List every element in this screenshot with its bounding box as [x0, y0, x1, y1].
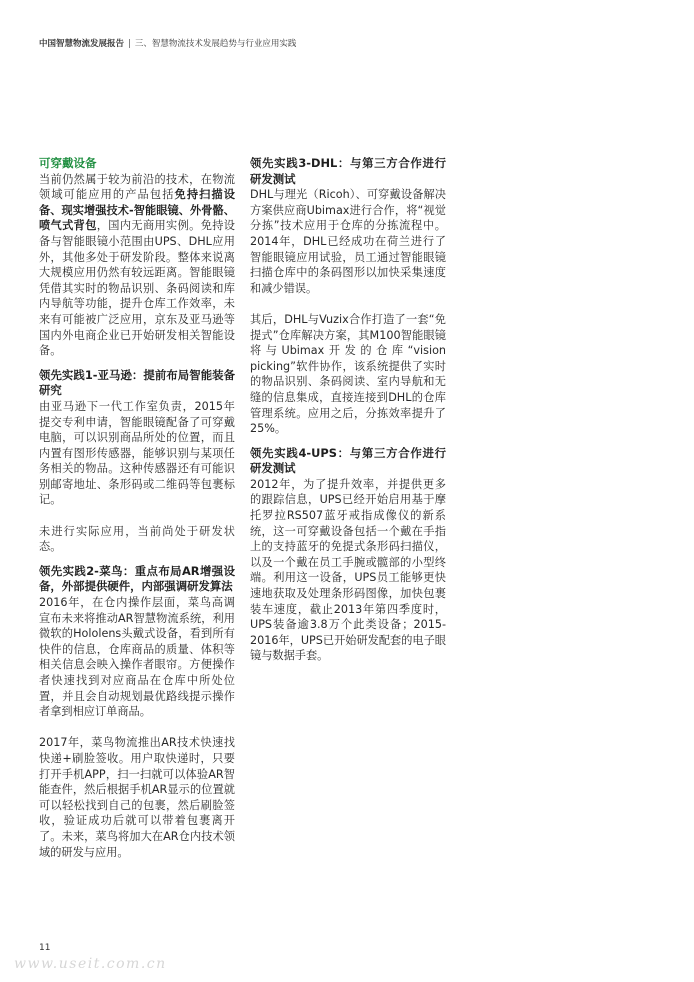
case1-title: 领先实践1-亚马逊：提前布局智能装备研究 — [39, 367, 235, 398]
case2-paragraph-1: 2016年，在仓内操作层面，菜鸟高调宣布未来将推动AR智慧物流系统，利用微软的Hololens头戴式设备，看到所有快件的信息，仓库商品的质量、体积等相关信息会映入操作者眼帘。方便操作者快速找到对应商品在仓库中所处位置，并且会自动规划最优路线提示操作者拿到相应订单商品。 — [39, 596, 235, 719]
right-column — [250, 156, 446, 664]
case2-title: 领先实践2-菜鸟：重点布局AR增强设备，外部提供硬件，内部强调研发算法 — [39, 563, 235, 594]
intro-bold-products: 免持扫描设备、现实增强技术-智能眼镜、外骨骼、喷气式背包 — [39, 188, 235, 233]
running-header — [39, 37, 296, 49]
intro-text-2: ，国内无商用实例。免持设备与智能眼镜小范围由UPS、DHL应用外，其他多处于研发阶段。整体来说离大规模应用仍然有较远距离。智能眼镜凭借其实时的物品识别、条码阅读和库内导航等功能，提升仓库工作效率，未来有可能被广泛应用，京东及亚马逊等国内外电商企业已开始研发相关智能设备。 — [39, 219, 235, 358]
case1-paragraph-1: 由亚马逊下一代工作室负责，2015年提交专利申请，智能眼镜配备了可穿戴电脑，可以识别商品所处的位置，而且内置有图形传感器，能够识别与某项任务相关的物品。这种传感器还有可能识别邮寄地址、条形码或二维码等包裹标记。 — [39, 399, 235, 507]
case4-title: 领先实践4-UPS：与第三方合作进行研发测试 — [250, 445, 446, 476]
case3-paragraph-2: 其后，DHL与Vuzix合作打造了一套“免提式”仓库解决方案，其M100智能眼镜将与Ubimax开发的仓库“vision picking”软件协作，该系统提供了实时的物品识别、条码阅读、室内导航和无缝的信息集成，直接连接到DHL的仓库管理系统。应用之后，分拣效率提升了25%。 — [250, 312, 446, 436]
section-title: 三、智慧物流技术发展趋势与行业应用实践 — [134, 39, 297, 49]
intro-text-1: 当前仍然属于较为前沿的技术，在物流领域可能应用的产品包括 — [39, 172, 235, 202]
header-separator: | — [128, 39, 131, 49]
case3-paragraph-1: DHL与理光（Ricoh）、可穿戴设备解决方案供应商Ubimax进行合作，将“视觉分拣”技术应用于仓库的分拣流程中。2014年，DHL已经成功在荷兰进行了智能眼镜应用试验，员工通过智能眼镜扫描仓库中的条码图形以加快采集速度和减少错误。 — [250, 188, 446, 295]
case3-title: 领先实践3-DHL：与第三方合作进行研发测试 — [250, 156, 446, 186]
case4-paragraph-1: 2012年，为了提升效率，并提供更多的跟踪信息，UPS已经开始启用基于摩托罗拉RS507蓝牙戒指成像仪的新系统，这一可穿戴设备包括一个戴在手指上的支持蓝牙的免提式条形码扫描仪，以及一个戴在员工手腕或髋部的小型终端。利用这一设备，UPS员工能够更快速地获取及处理条形码图像，加快包裹装车速度，截止2013年第四季度时，UPS装备逾3.8万个此类设备；2015-2016年，UPS已开始研发配套的电子眼镜与数据手套。 — [250, 477, 446, 663]
case2-paragraph-2: 2017年，菜鸟物流推出AR技术快速找快递+刷脸签收。用户取快递时，只要打开手机APP，扫一扫就可以体验AR智能查件，然后根据手机AR显示的位置就可以轻松找到自己的包裹，然后刷脸签收，验证成功后就可以带着包裹离开了。未来，菜鸟将加大在AR仓内技术领域的研发与应用。 — [39, 736, 235, 859]
section-heading: 可穿戴设备 — [39, 156, 97, 170]
report-title: 中国智慧物流发展报告 — [39, 39, 125, 49]
page-number: 11 — [39, 943, 51, 953]
intro-paragraph — [39, 172, 235, 359]
case1-paragraph-2: 未进行实际应用，当前尚处于研发状态。 — [39, 524, 235, 554]
left-column — [39, 156, 235, 860]
watermark: www.useit.com.cn — [14, 956, 167, 972]
